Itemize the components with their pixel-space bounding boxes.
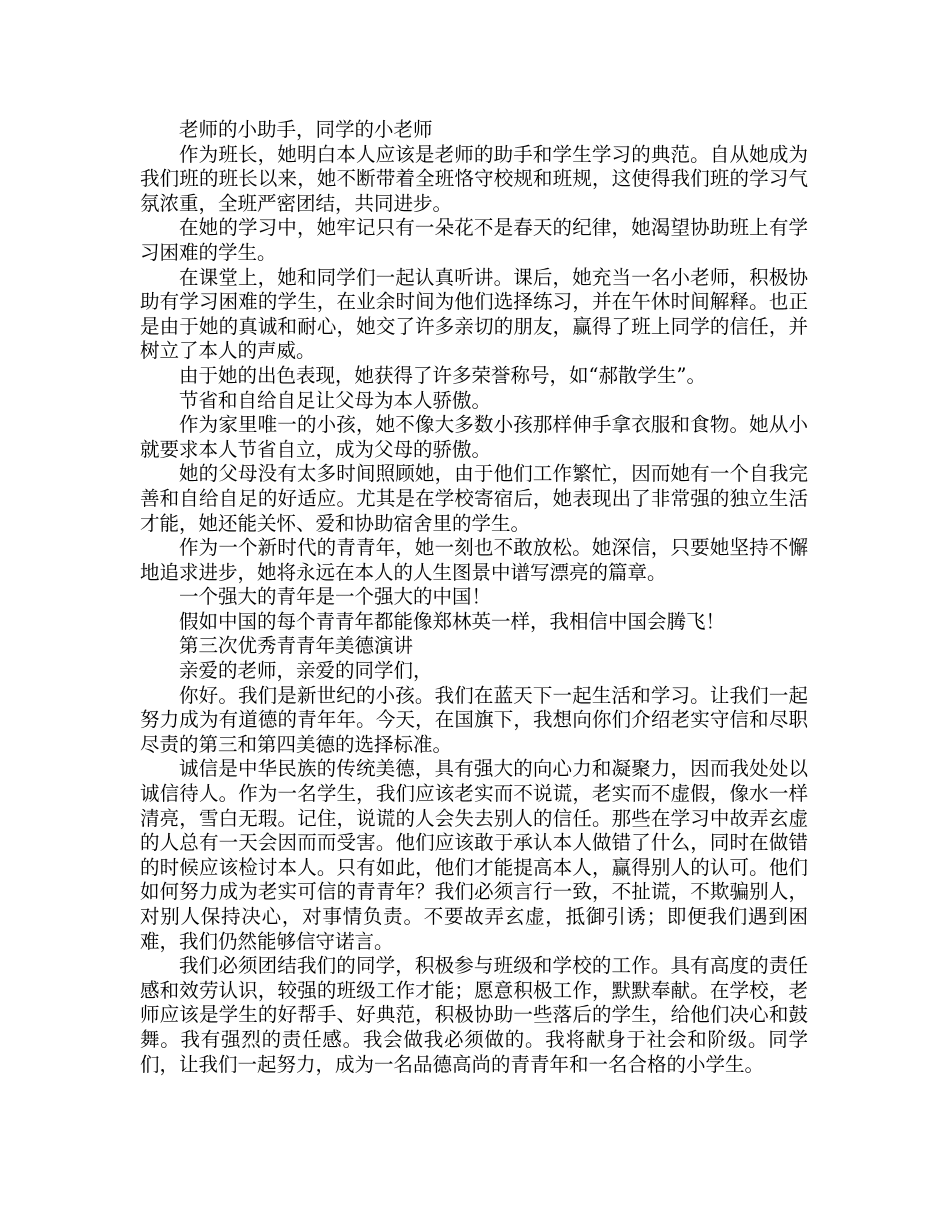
paragraph: 诚信是中华民族的传统美德，具有强大的向心力和凝聚力，因而我处处以诚信待人。作为一名学生，我们应该老实而不说谎，老实而不虚假，像水一样清亮，雪白无瑕。记住，说谎的人会失去别人的信任。那些在学习中故弄玄虚的人总有一天会因而而受害。他们应该敢于承认本人做错了什么，同时在做错的时候应该检讨本人。只有如此，他们才能提高本人，赢得别人的认可。他们如何努力成为老实可信的青青年？我们必须言行一致，不扯谎，不欺骗别人，对别人保持决心，对事情负责。不要故弄玄虚，抵御引诱；即便我们遇到困难，我们仍然能够信守诺言。 <box>140 757 808 953</box>
paragraph: 在课堂上，她和同学们一起认真听讲。课后，她充当一名小老师，积极协助有学习困难的学生，在业余时间为他们选择练习，并在午休时间解释。也正是由于她的真诚和耐心，她交了许多亲切的朋友，赢得了班上同学的信任，并树立了本人的声威。 <box>140 265 808 363</box>
paragraph: 作为一个新时代的青青年，她一刻也不敢放松。她深信，只要她坚持不懈地追求进步，她将永远在本人的人生图景中谱写漂亮的篇章。 <box>140 536 808 584</box>
paragraph: 作为班长，她明白本人应该是老师的助手和学生学习的典范。自从她成为我们班的班长以来，她不断带着全班恪守校规和班规，这使得我们班的学习气氛浓重，全班严密团结，共同进步。 <box>140 142 808 215</box>
paragraph: 假如中国的每个青青年都能像郑林英一样，我相信中国会腾飞！ <box>179 609 726 633</box>
paragraph: 由于她的出色表现，她获得了许多荣誉称号，如“郝散学生”。 <box>179 363 706 387</box>
document-body <box>140 118 808 1077</box>
section-heading-little-helper: 老师的小助手，同学的小老师 <box>179 118 433 141</box>
paragraph: 一个强大的青年是一个强大的中国！ <box>179 585 492 609</box>
paragraph: 我们必须团结我们的同学，积极参与班级和学校的工作。具有高度的责任感和效劳认识，较强的班级工作才能；愿意积极工作，默默奉献。在学校，老师应该是学生的好帮手、好典范，积极协助一些落后的学生，给他们决心和鼓舞。我有强烈的责任感。我会做我必须做的。我将献身于社会和阶级。同学们，让我们一起努力，成为一名品德高尚的青青年和一名合格的小学生。 <box>140 954 808 1076</box>
paragraph: 她的父母没有太多时间照顾她，由于他们工作繁忙，因而她有一个自我完善和自给自足的好适应。尤其是在学校寄宿后，她表现出了非常强的独立生活才能，她还能关怀、爱和协助宿舍里的学生。 <box>140 462 808 535</box>
section-heading-speech: 第三次优秀青青年美德演讲 <box>179 634 414 658</box>
paragraph: 作为家里唯一的小孩，她不像大多数小孩那样伸手拿衣服和食物。她从小就要求本人节省自立，成为父母的骄傲。 <box>140 413 808 461</box>
section-heading-thrift: 节省和自给自足让父母为本人骄傲。 <box>179 388 492 412</box>
paragraph: 你好。我们是新世纪的小孩。我们在蓝天下一起生活和学习。让我们一起努力成为有道德的青年年。今天，在国旗下，我想向你们介绍老实守信和尽职尽责的第三和第四美德的选择标准。 <box>140 683 808 756</box>
paragraph: 在她的学习中，她牢记只有一朵花不是春天的纪律，她渴望协助班上有学习困难的学生。 <box>140 216 808 264</box>
salutation: 亲爱的老师，亲爱的同学们， <box>179 659 433 683</box>
